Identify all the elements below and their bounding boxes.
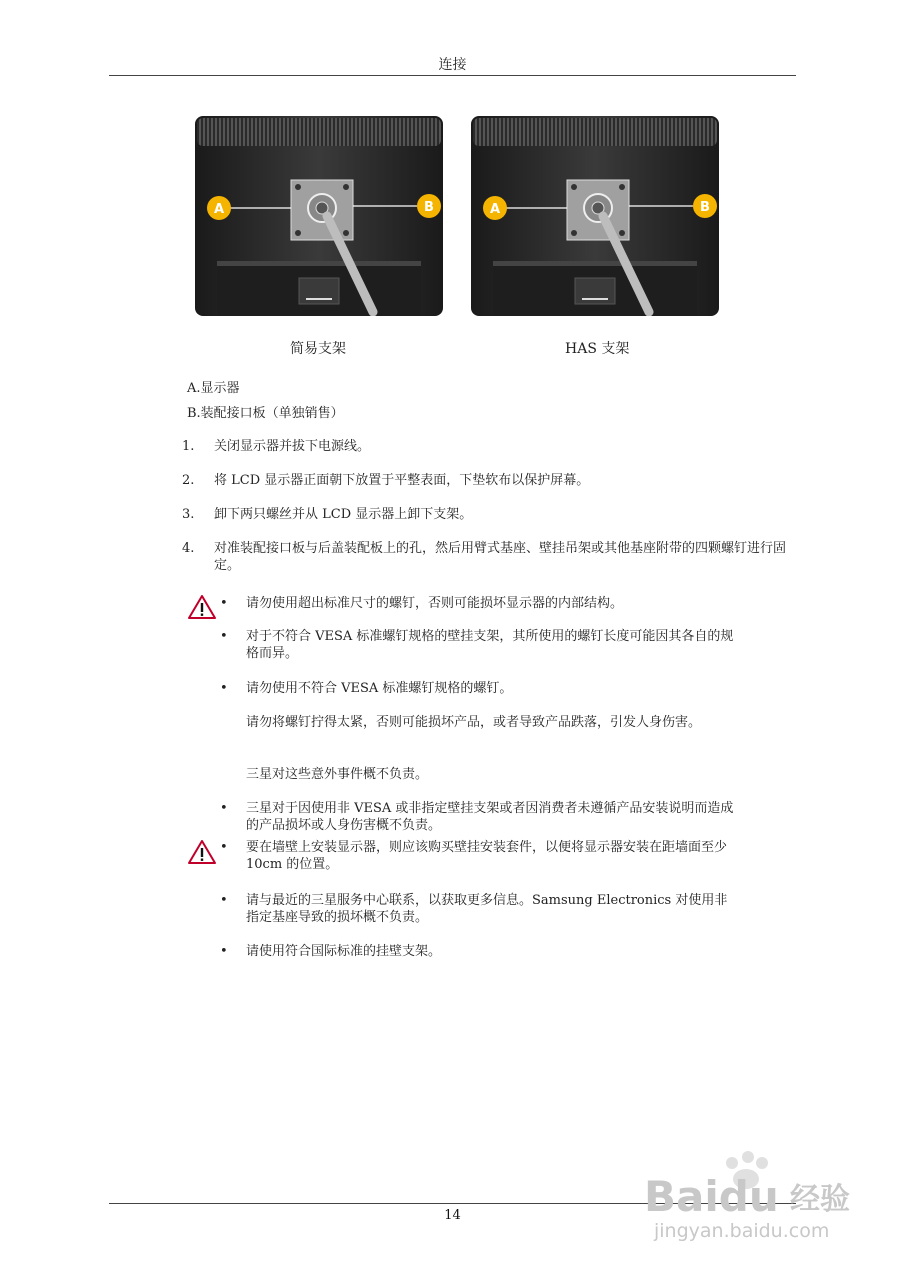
bullet-glyph: • — [220, 596, 228, 611]
warning-paragraph: 三星对这些意外事件概不负责。 — [246, 767, 429, 782]
header-rule — [109, 75, 796, 76]
figure-simple-stand — [195, 116, 443, 316]
step-text: 卸下两只螺丝并从 LCD 显示器上卸下支架。 — [214, 507, 473, 522]
monitor-back-illustration — [195, 116, 443, 316]
bullet-text: 要在墙壁上安装显示器，则应该购买壁挂安装套件，以便将显示器安装在距墙面至少 10cm 的位置。 — [246, 840, 728, 872]
bullet-glyph: • — [220, 840, 228, 855]
bullet-text: 请勿使用不符合 VESA 标准螺钉规格的螺钉。 — [246, 681, 513, 696]
callout-a-icon — [207, 196, 231, 220]
step-number: 2. — [182, 473, 195, 488]
watermark-url: jingyan.baidu.com — [654, 1220, 830, 1242]
bullet-text: 请使用符合国际标准的挂壁支架。 — [246, 944, 442, 959]
watermark-brand: Baidu — [644, 1172, 779, 1221]
header-title: 连接 — [438, 57, 467, 73]
step-text: 将 LCD 显示器正面朝下放置于平整表面，下垫软布以保护屏幕。 — [214, 473, 590, 488]
callout-b-label: B — [700, 200, 710, 215]
legend-item-b: B.装配接口板（单独销售） — [187, 406, 344, 421]
legend-item-a: A.显示器 — [187, 381, 240, 396]
monitor-back-illustration — [471, 116, 719, 316]
figure-has-stand — [471, 116, 719, 316]
step-text: 对准装配接口板与后盖装配板上的孔，然后用臂式基座、壁挂吊架或其他基座附带的四颗螺钉进行固定。 — [214, 541, 787, 573]
warning-icon — [187, 594, 217, 620]
step-text: 关闭显示器并拔下电源线。 — [214, 439, 371, 454]
bullet-glyph: • — [220, 944, 228, 959]
step-number: 3. — [182, 507, 195, 522]
callout-b-label: B — [424, 200, 434, 215]
bullet-glyph: • — [220, 801, 228, 816]
figure-caption-simple: 简易支架 — [290, 341, 346, 357]
callout-b-icon — [693, 194, 717, 218]
step-number: 1. — [182, 439, 195, 454]
callout-a-icon — [483, 196, 507, 220]
warning-icon — [187, 839, 217, 865]
bullet-glyph: • — [220, 629, 228, 644]
bullet-text: 请与最近的三星服务中心联系，以获取更多信息。Samsung Electronics 对使用非指定基座导致的损坏概不负责。 — [246, 893, 728, 925]
callout-b-icon — [417, 194, 441, 218]
page-number: 14 — [444, 1208, 461, 1223]
bullet-glyph: • — [220, 893, 228, 908]
watermark-brand-cn: 经验 — [790, 1182, 850, 1217]
bullet-text: 对于不符合 VESA 标准螺钉规格的壁挂支架，其所使用的螺钉长度可能因其各自的规格而异。 — [246, 629, 734, 661]
baidu-watermark — [640, 1145, 870, 1255]
figure-caption-has: HAS 支架 — [565, 341, 630, 357]
step-number: 4. — [182, 541, 195, 556]
callout-a-label: A — [213, 202, 225, 217]
bullet-glyph: • — [220, 681, 228, 696]
callout-a-label: A — [489, 202, 501, 217]
bullet-text: 三星对于因使用非 VESA 或非指定壁挂支架或者因消费者未遵循产品安装说明而造成的产品损坏或人身伤害概不负责。 — [246, 801, 734, 833]
warning-paragraph: 请勿将螺钉拧得太紧，否则可能损坏产品，或者导致产品跌落，引发人身伤害。 — [246, 715, 702, 730]
bullet-text: 请勿使用超出标准尺寸的螺钉，否则可能损坏显示器的内部结构。 — [246, 596, 624, 611]
